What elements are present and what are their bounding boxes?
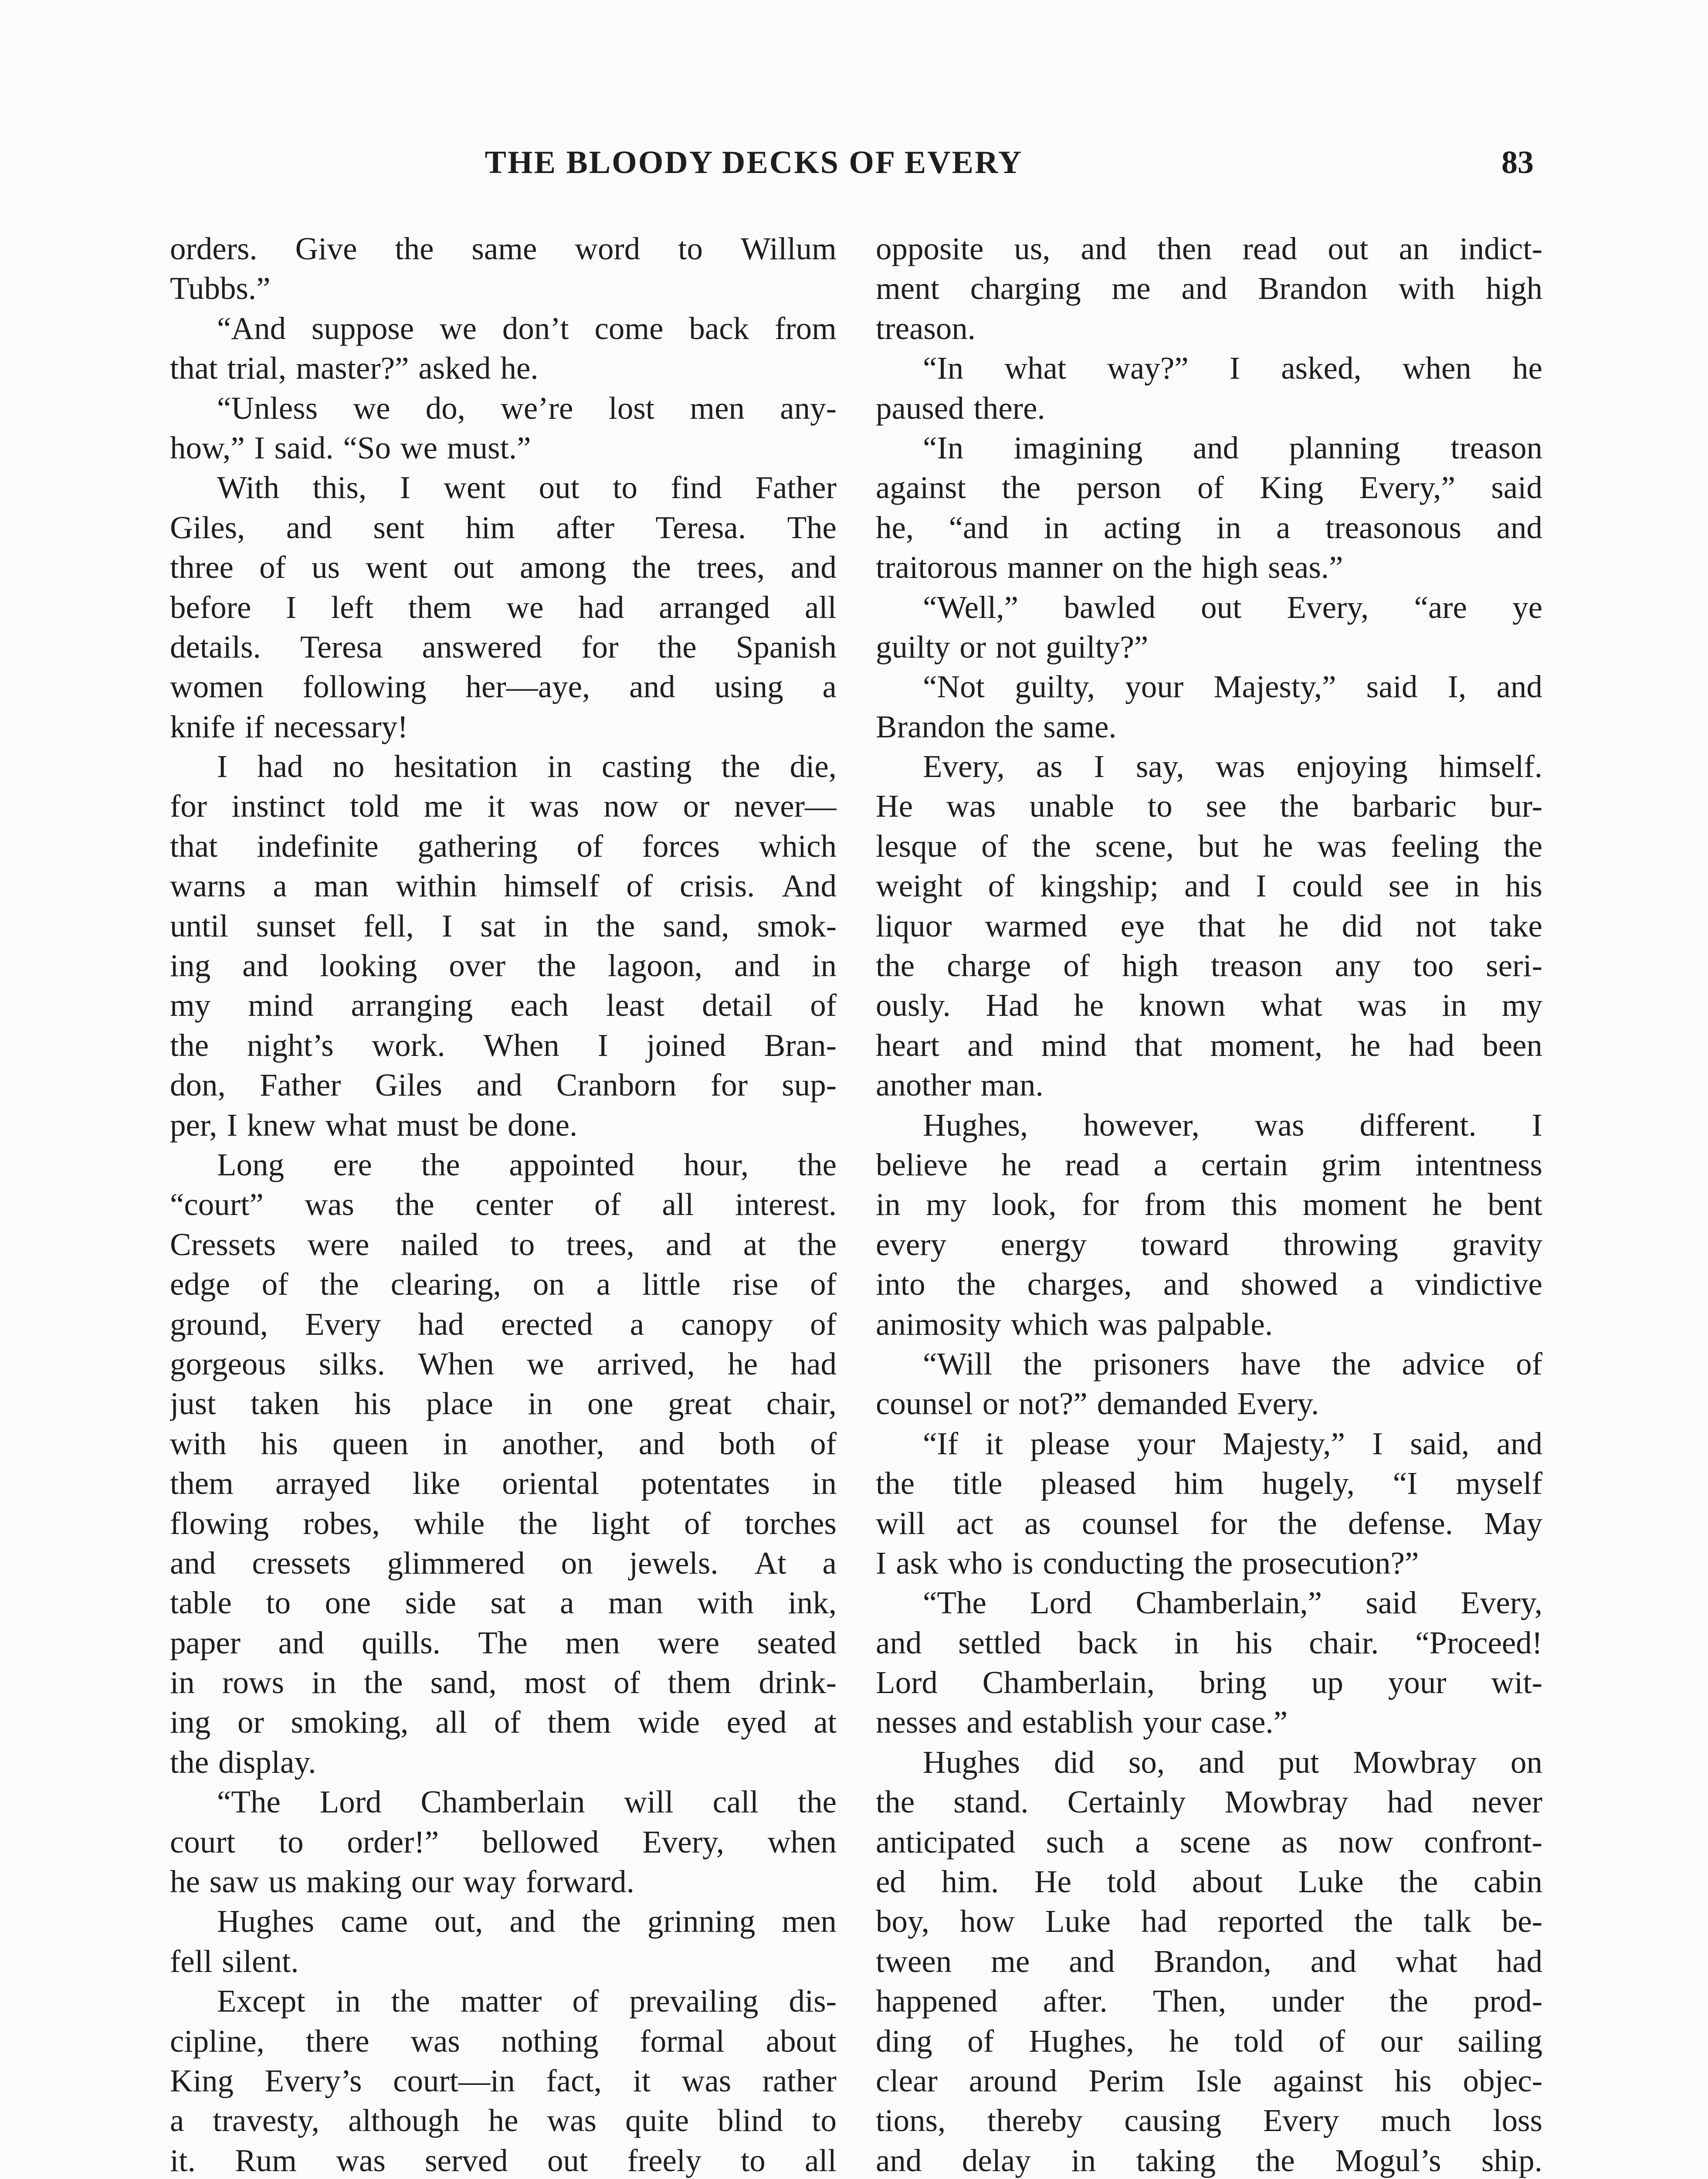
- text-line: edge of the clearing, on a little rise of: [170, 1266, 837, 1302]
- text-line: fell silent.: [170, 1943, 299, 1979]
- text-line: King Every’s court—in fact, it was rather: [170, 2063, 837, 2098]
- text-line: Brandon the same.: [876, 709, 1117, 744]
- text-line: and settled back in his chair. “Proceed!: [876, 1625, 1542, 1660]
- text-line: Hughes did so, and put Mowbray on: [923, 1744, 1542, 1780]
- text-line: tions, thereby causing Every much loss: [876, 2103, 1542, 2138]
- text-line: “Well,” bawled out Every, “are ye: [923, 589, 1542, 625]
- text-line: he saw us making our way forward.: [170, 1864, 634, 1900]
- text-line: table to one side sat a man with ink,: [170, 1585, 837, 1621]
- text-line: nesses and establish your case.”: [876, 1704, 1288, 1740]
- text-line: ding of Hughes, he told of our sailing: [876, 2023, 1542, 2059]
- text-line: lesque of the scene, but he was feeling the: [876, 828, 1542, 864]
- text-line: don, Father Giles and Cranborn for sup-: [170, 1067, 837, 1103]
- text-line: the stand. Certainly Mowbray had never: [876, 1784, 1542, 1820]
- text-line: for instinct told me it was now or never—: [170, 788, 837, 824]
- text-line: every energy toward throwing gravity: [876, 1226, 1542, 1262]
- text-line: tween me and Brandon, and what had: [876, 1943, 1542, 1979]
- text-line: three of us went out among the trees, and: [170, 550, 837, 585]
- text-column-right: [876, 229, 1542, 2179]
- text-line: women following her—aye, and using a: [170, 669, 837, 705]
- text-line: weight of kingship; and I could see in his: [876, 868, 1542, 904]
- text-line: clear around Perim Isle against his objec-: [876, 2063, 1542, 2098]
- text-line: Lord Chamberlain, bring up your wit-: [876, 1665, 1542, 1700]
- text-line: I had no hesitation in casting the die,: [217, 749, 837, 784]
- text-line: just taken his place in one great chair,: [170, 1386, 837, 1422]
- text-line: “Will the prisoners have the advice of: [923, 1346, 1542, 1381]
- text-line: “The Lord Chamberlain will call the: [217, 1784, 837, 1820]
- text-line: with his queen in another, and both of: [170, 1426, 837, 1461]
- text-line: animosity which was palpable.: [876, 1306, 1273, 1342]
- text-line: before I left them we had arranged all: [170, 589, 837, 625]
- text-line: the night’s work. When I joined Bran-: [170, 1027, 837, 1063]
- text-line: “The Lord Chamberlain,” said Every,: [923, 1585, 1542, 1621]
- text-line: that trial, master?” asked he.: [170, 350, 539, 386]
- text-line: knife if necessary!: [170, 709, 408, 744]
- text-line: my mind arranging each least detail of: [170, 988, 837, 1023]
- text-line: it. Rum was served out freely to all: [170, 2142, 837, 2178]
- text-line: paused there.: [876, 390, 1045, 426]
- text-line: Tubbs.”: [170, 271, 271, 306]
- text-line: orders. Give the same word to Willum: [170, 231, 837, 266]
- text-line: against the person of King Every,” said: [876, 470, 1542, 506]
- text-line: the title pleased him hugely, “I myself: [876, 1466, 1542, 1501]
- text-line: opposite us, and then read out an indict-: [876, 231, 1542, 266]
- text-line: “And suppose we don’t come back from: [217, 310, 837, 346]
- text-line: heart and mind that moment, he had been: [876, 1027, 1542, 1063]
- text-line: happened after. Then, under the prod-: [876, 1983, 1542, 2019]
- text-line: a travesty, although he was quite blind to: [170, 2103, 837, 2138]
- text-line: “court” was the center of all interest.: [170, 1187, 837, 1222]
- text-line: “In imagining and planning treason: [923, 430, 1542, 465]
- text-line: until sunset fell, I sat in the sand, smok-: [170, 908, 837, 944]
- text-line: “If it please your Majesty,” I said, and: [923, 1426, 1542, 1461]
- text-line: Except in the matter of prevailing dis-: [217, 1983, 837, 2019]
- text-line: another man.: [876, 1067, 1044, 1103]
- text-line: them arrayed like oriental potentates in: [170, 1466, 837, 1501]
- text-line: boy, how Luke had reported the talk be-: [876, 1904, 1542, 1939]
- text-line: I ask who is conducting the prosecution?”: [876, 1545, 1419, 1581]
- text-line: in my look, for from this moment he bent: [876, 1187, 1542, 1222]
- text-line: ment charging me and Brandon with high: [876, 271, 1542, 306]
- text-line: counsel or not?” demanded Every.: [876, 1386, 1319, 1422]
- text-line: “In what way?” I asked, when he: [923, 350, 1542, 386]
- text-line: With this, I went out to find Father: [217, 470, 837, 506]
- text-line: in rows in the sand, most of them drink-: [170, 1665, 837, 1700]
- text-line: per, I knew what must be done.: [170, 1107, 578, 1143]
- text-column-left: [170, 229, 837, 2179]
- text-line: ground, Every had erected a canopy of: [170, 1306, 837, 1342]
- page-number: 83: [1501, 145, 1534, 180]
- text-line: ing or smoking, all of them wide eyed at: [170, 1704, 837, 1740]
- text-line: details. Teresa answered for the Spanish: [170, 629, 837, 665]
- text-line: Cressets were nailed to trees, and at the: [170, 1226, 837, 1262]
- text-line: paper and quills. The men were seated: [170, 1625, 837, 1660]
- text-line: the display.: [170, 1744, 316, 1780]
- text-line: He was unable to see the barbaric bur-: [876, 788, 1542, 824]
- text-line: will act as counsel for the defense. May: [876, 1505, 1542, 1541]
- text-line: Hughes came out, and the grinning men: [217, 1904, 837, 1939]
- text-line: warns a man within himself of crisis. And: [170, 868, 837, 904]
- text-line: liquor warmed eye that he did not take: [876, 908, 1542, 944]
- text-line: into the charges, and showed a vindictive: [876, 1266, 1542, 1302]
- text-line: flowing robes, while the light of torches: [170, 1505, 837, 1541]
- text-line: treason.: [876, 310, 976, 346]
- text-line: Hughes, however, was different. I: [923, 1107, 1542, 1143]
- text-line: anticipated such a scene as now confront-: [876, 1824, 1542, 1860]
- text-line: Every, as I say, was enjoying himself.: [923, 749, 1542, 784]
- running-title: THE BLOODY DECKS OF EVERY: [485, 145, 1023, 180]
- text-line: ing and looking over the lagoon, and in: [170, 948, 837, 984]
- text-line: “Not guilty, your Majesty,” said I, and: [923, 669, 1542, 705]
- text-line: ously. Had he known what was in my: [876, 988, 1542, 1023]
- text-line: that indefinite gathering of forces which: [170, 828, 837, 864]
- text-line: how,” I said. “So we must.”: [170, 430, 531, 465]
- text-line: ed him. He told about Luke the cabin: [876, 1864, 1542, 1900]
- text-line: court to order!” bellowed Every, when: [170, 1824, 837, 1860]
- text-line: “Unless we do, we’re lost men any-: [217, 390, 837, 426]
- text-line: guilty or not guilty?”: [876, 629, 1149, 665]
- text-line: the charge of high treason any too seri-: [876, 948, 1542, 984]
- text-line: Long ere the appointed hour, the: [217, 1147, 837, 1182]
- text-line: believe he read a certain grim intentness: [876, 1147, 1542, 1182]
- text-line: gorgeous silks. When we arrived, he had: [170, 1346, 837, 1381]
- text-line: he, “and in acting in a treasonous and: [876, 509, 1542, 545]
- running-head: [170, 139, 1534, 187]
- text-line: traitorous manner on the high seas.”: [876, 550, 1343, 585]
- text-line: and delay in taking the Mogul’s ship.: [876, 2142, 1542, 2178]
- text-line: Giles, and sent him after Teresa. The: [170, 509, 837, 545]
- text-line: and cressets glimmered on jewels. At a: [170, 1545, 837, 1581]
- text-line: cipline, there was nothing formal about: [170, 2023, 837, 2059]
